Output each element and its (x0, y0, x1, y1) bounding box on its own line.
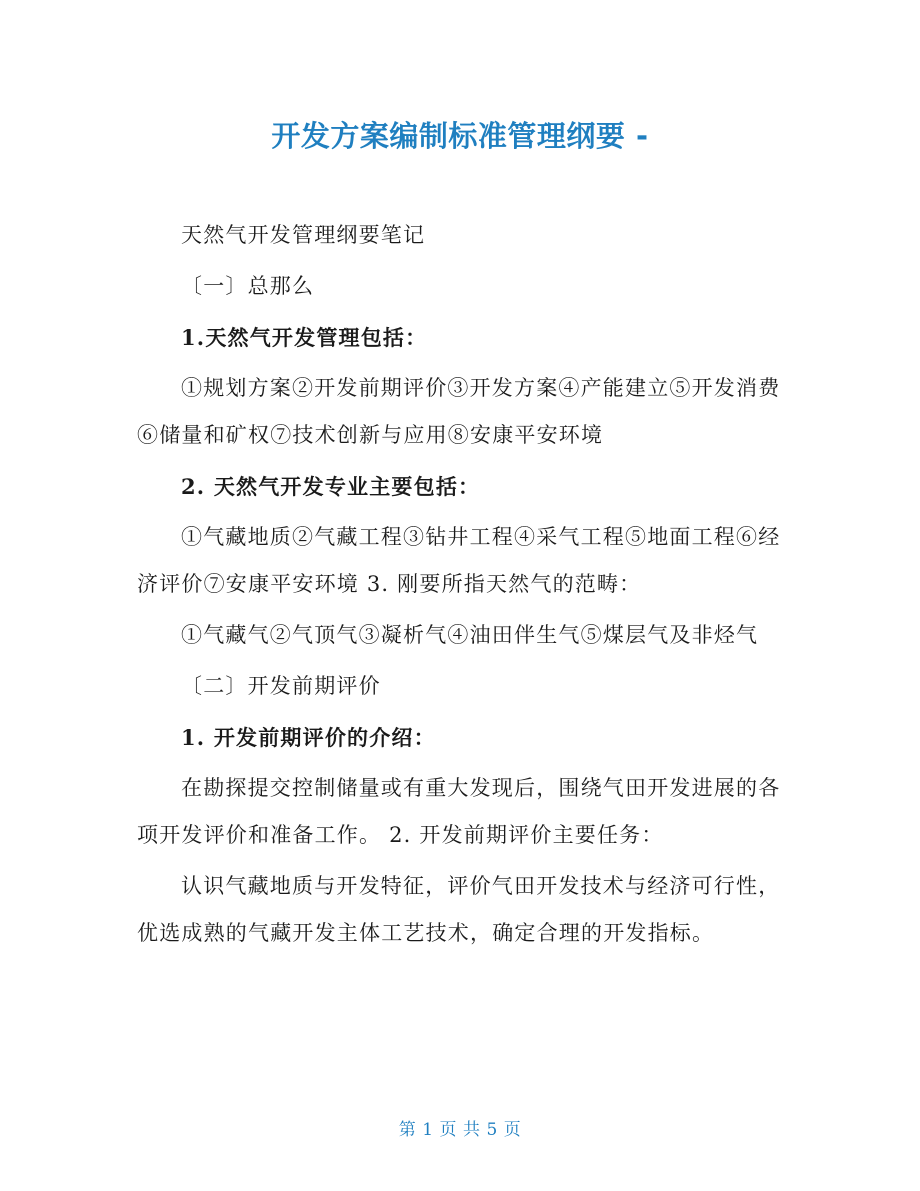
footer-mid: 页 共 (439, 1120, 481, 1140)
section-heading: 〔一〕总那么 (181, 274, 315, 298)
paragraph: 天然气开发管理纲要笔记 (181, 223, 426, 247)
paragraph-heading: 2. 天然气开发专业主要包括： (181, 474, 481, 499)
footer-suffix: 页 (503, 1120, 522, 1140)
paragraph: 在勘探提交控制储量或有重大发现后，围绕气田开发进展的各项开发评价和准备工作。 2. 开发前期评价主要任务： (137, 776, 781, 847)
document-title: 开发方案编制标准管理纲要 - (271, 119, 649, 153)
paragraph-heading: 1. 开发前期评价的介绍： (181, 725, 436, 750)
footer-prefix: 第 (398, 1120, 417, 1140)
page-footer (0, 1115, 920, 1140)
footer-current-page: 1 (422, 1120, 434, 1140)
paragraph: ①气藏地质②气藏工程③钻井工程④采气工程⑤地面工程⑥经济评价⑦安康平安环境 3. 刚要所指天然气的范畴： (137, 525, 781, 596)
document-body (137, 212, 787, 957)
paragraph-heading: 1.天然气开发管理包括： (181, 325, 428, 350)
section-heading: 〔二〕开发前期评价 (181, 674, 381, 698)
paragraph: ①气藏气②气顶气③凝析气④油田伴生气⑤煤层气及非烃气 (181, 623, 759, 647)
footer-total-pages: 5 (486, 1120, 498, 1140)
paragraph: ①规划方案②开发前期评价③开发方案④产能建立⑤开发消费⑥储量和矿权⑦技术创新与应用⑧安康平安环境 (137, 376, 781, 447)
paragraph: 认识气藏地质与开发特征，评价气田开发技术与经济可行性，优选成熟的气藏开发主体工艺技术，确定合理的开发指标。 (137, 874, 781, 945)
